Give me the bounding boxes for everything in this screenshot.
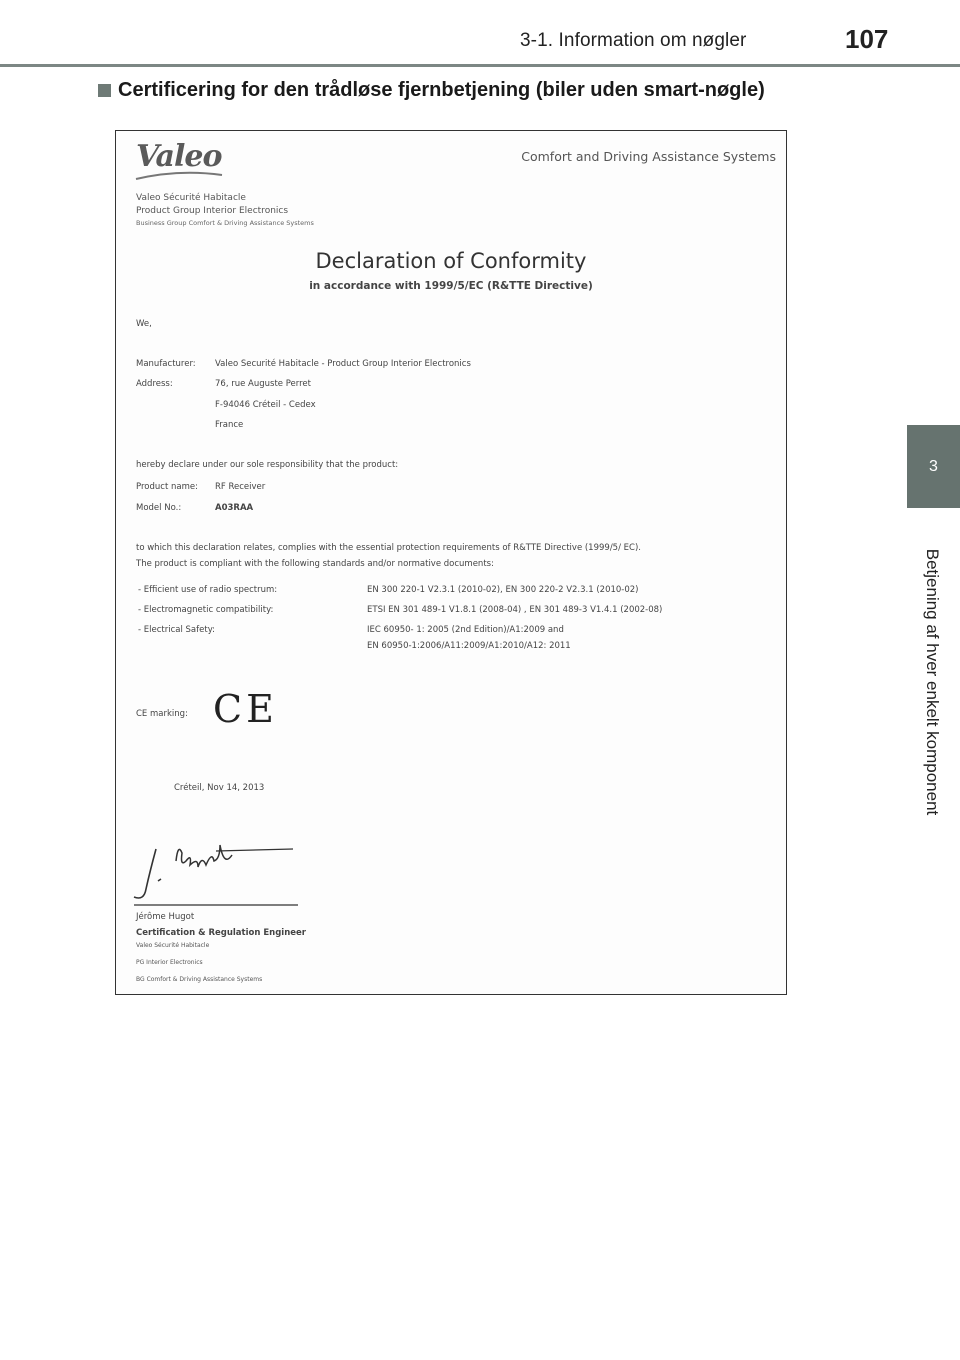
signer-org: BG Comfort & Driving Assistance Systems: [136, 976, 263, 983]
page-number: 107: [845, 24, 889, 54]
signer-title: Certification & Regulation Engineer: [136, 928, 306, 938]
standard-value: IEC 60950- 1: 2005 (2nd Edition)/A1:2009 and: [367, 625, 564, 635]
address-line: F-94046 Créteil - Cedex: [215, 400, 316, 410]
standard-label: - Electromagnetic compatibility:: [138, 605, 274, 615]
section-heading-text: Certificering for den trådløse fjernbetjening (biler uden smart-nøgle): [118, 79, 765, 101]
signature-icon: [128, 831, 308, 911]
relates-text: to which this declaration relates, complies with the essential protection requirements of R&TTE Directive (1999/5/ EC).: [136, 543, 641, 553]
section-heading: [98, 79, 765, 102]
standard-value: EN 60950-1:2006/A11:2009/A1:2010/A12: 2011: [367, 641, 571, 651]
certificate-image: [115, 130, 787, 995]
org-line: Product Group Interior Electronics: [136, 206, 289, 216]
product-value: RF Receiver: [215, 482, 266, 492]
model-value: A03RAA: [215, 503, 254, 513]
chapter-title: Betjening af hver enkelt komponent: [923, 548, 942, 816]
we-text: We,: [136, 319, 152, 329]
standard-value: ETSI EN 301 489-1 V1.8.1 (2008-04) , EN 301 489-3 V1.4.1 (2002-08): [367, 605, 663, 615]
org-line: Business Group Comfort & Driving Assistance Systems: [136, 219, 314, 227]
company-tagline: Comfort and Driving Assistance Systems: [521, 149, 776, 164]
signer-name: Jérôme Hugot: [136, 912, 195, 922]
model-label: Model No.:: [136, 503, 182, 513]
chapter-number: 3: [929, 457, 938, 475]
place-date: Créteil, Nov 14, 2013: [174, 783, 265, 793]
chapter-tab: [907, 425, 960, 508]
header-divider: [0, 64, 960, 67]
ce-mark-icon: CE: [213, 687, 278, 731]
declare-text: hereby declare under our sole responsibility that the product:: [136, 460, 399, 470]
address-line: 76, rue Auguste Perret: [215, 379, 311, 389]
section-breadcrumb: 3-1. Information om nøgler: [520, 30, 747, 51]
signer-org: Valeo Sécurité Habitacle: [136, 942, 210, 949]
standard-label: - Electrical Safety:: [138, 625, 215, 635]
manufacturer-label: Manufacturer:: [136, 359, 196, 369]
declaration-title: Declaration of Conformity: [315, 249, 587, 273]
declaration-subtitle: in accordance with 1999/5/EC (R&TTE Directive): [309, 280, 593, 292]
manufacturer-value: Valeo Securité Habitacle - Product Group Interior Electronics: [215, 359, 471, 369]
logo-swoosh-icon: [134, 171, 224, 181]
address-label: Address:: [136, 379, 173, 389]
org-line: Valeo Sécurité Habitacle: [136, 193, 246, 203]
square-bullet-icon: [98, 84, 111, 97]
standard-label: - Efficient use of radio spectrum:: [138, 585, 278, 595]
relates-text: The product is compliant with the following standards and/or normative documents:: [136, 559, 494, 569]
product-label: Product name:: [136, 482, 198, 492]
signer-org: PG Interior Electronics: [136, 959, 203, 966]
address-line: France: [215, 420, 244, 430]
standard-value: EN 300 220-1 V2.3.1 (2010-02), EN 300 220-2 V2.3.1 (2010-02): [367, 585, 639, 595]
ce-marking-label: CE marking:: [136, 709, 188, 719]
valeo-logo: Valeo: [136, 139, 222, 174]
